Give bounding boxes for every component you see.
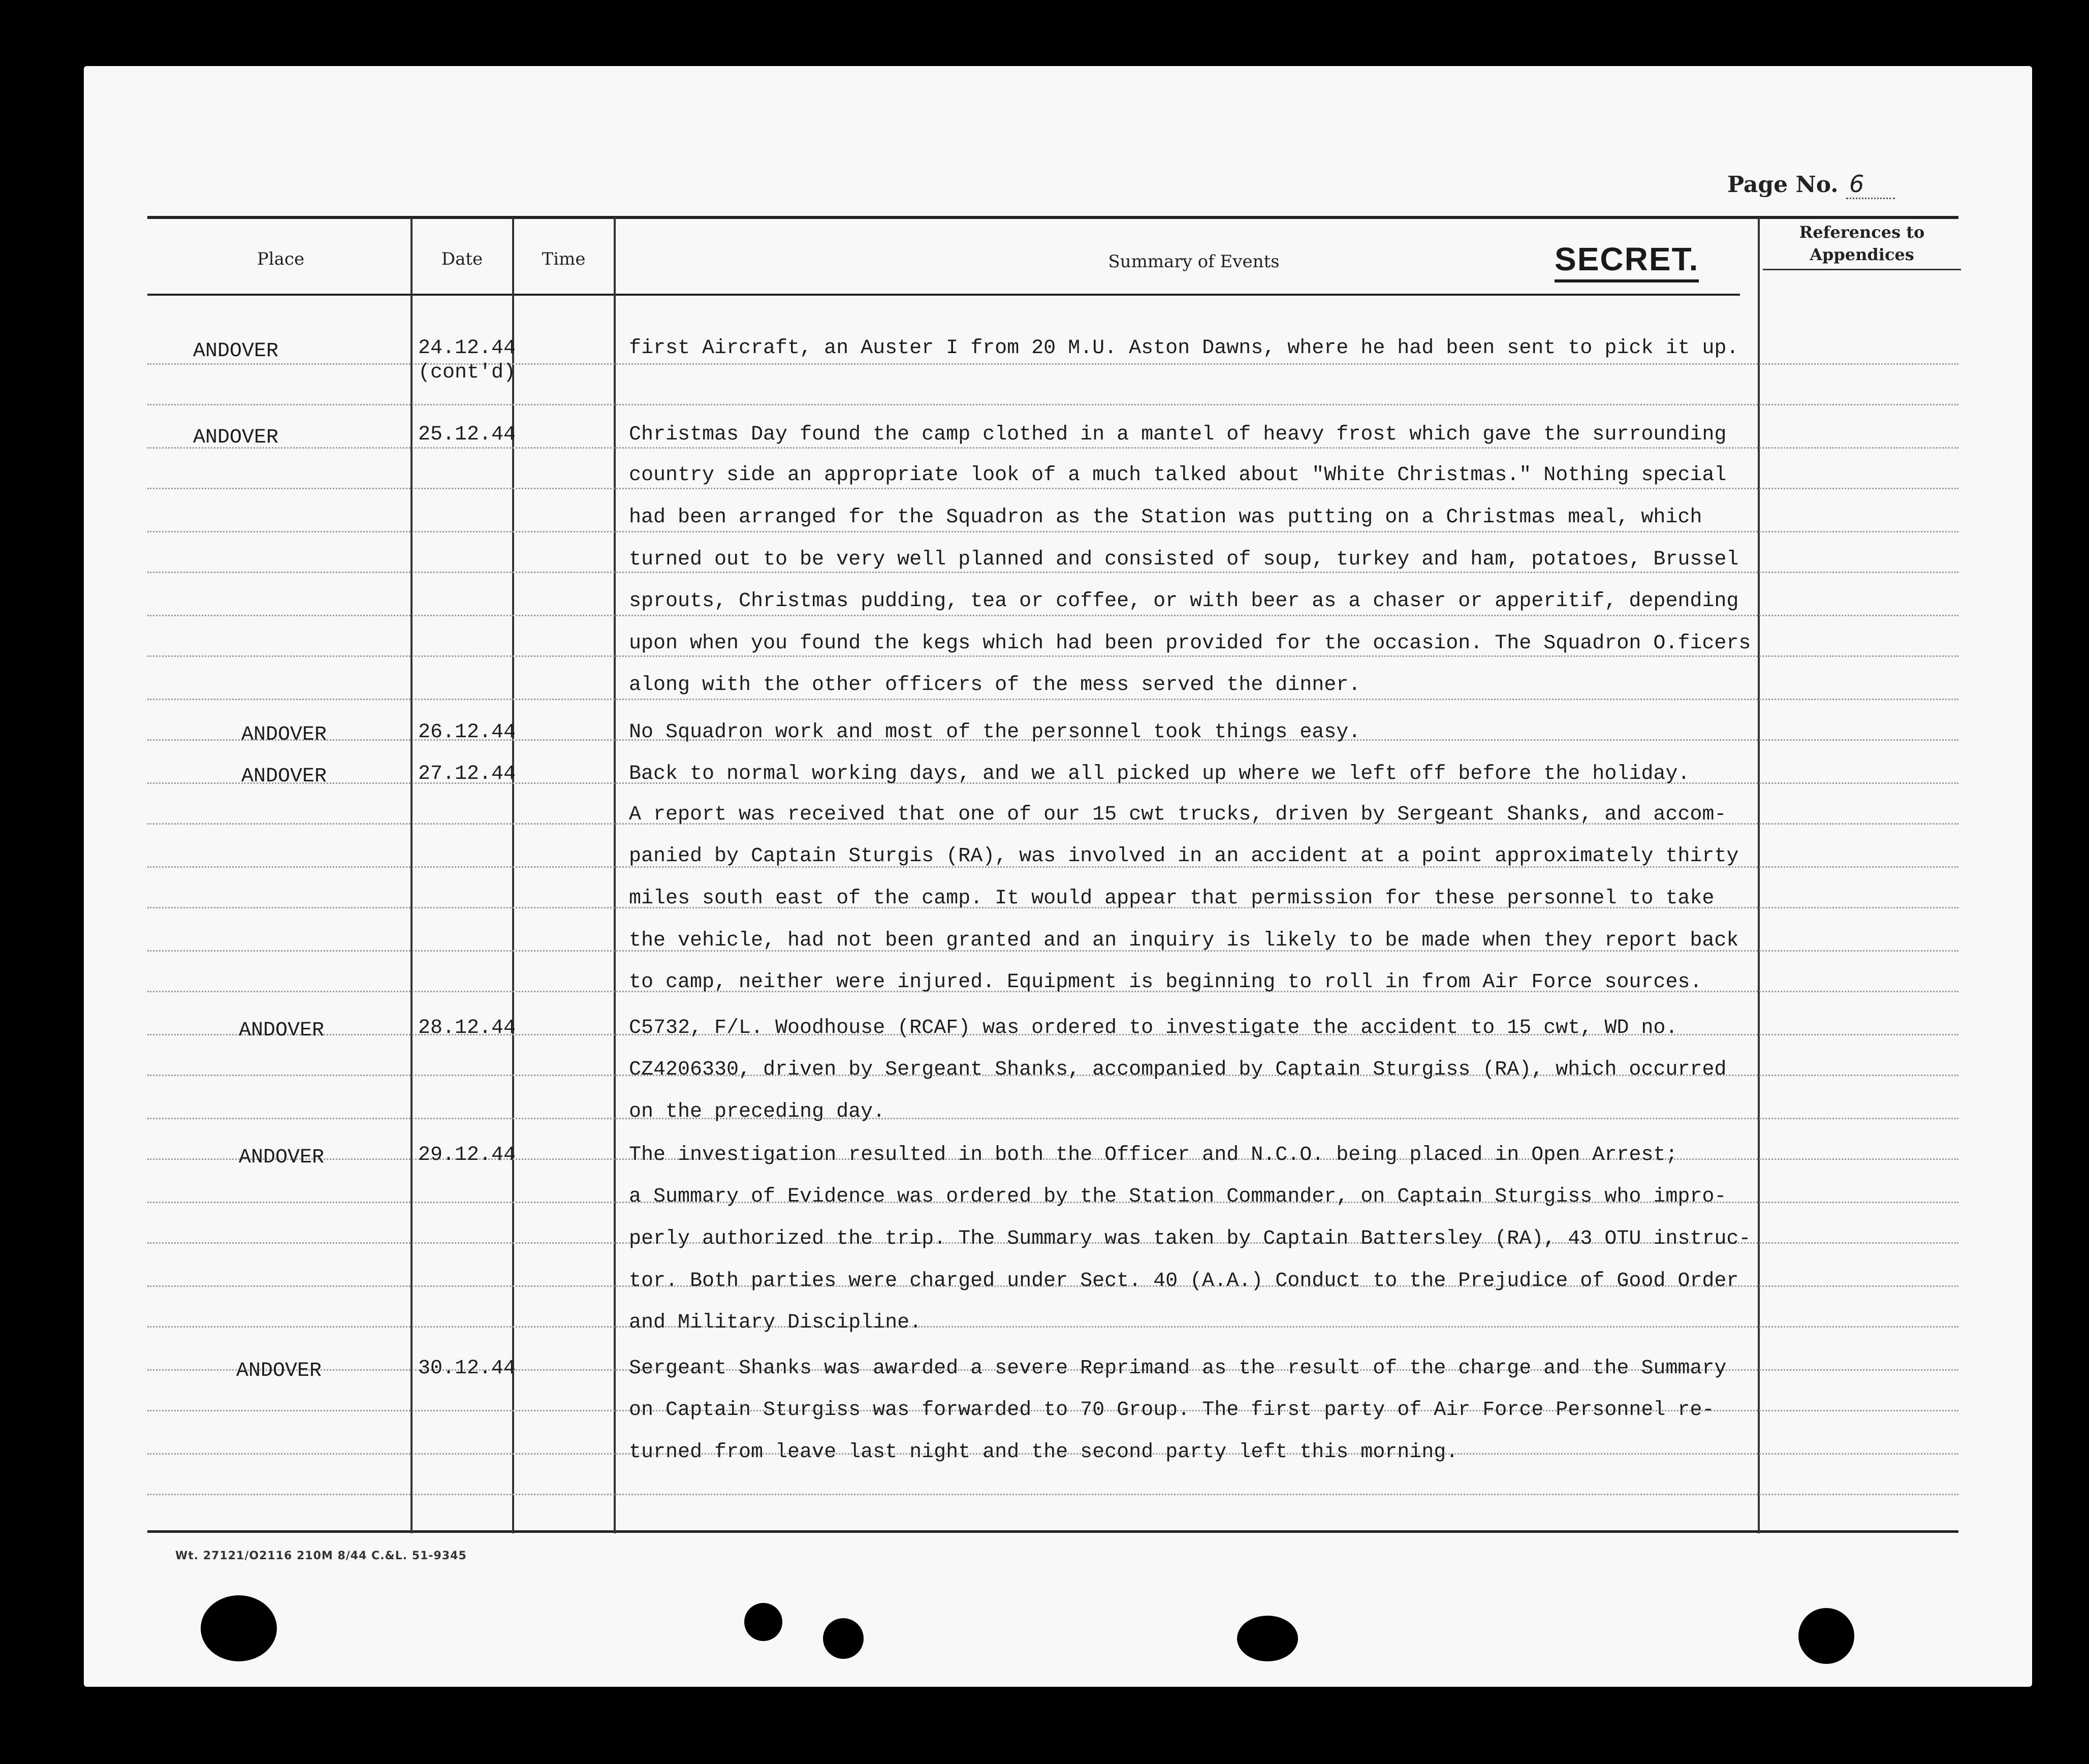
header-place: Place bbox=[257, 249, 305, 269]
ruled-line bbox=[147, 447, 1958, 449]
ruled-line bbox=[147, 1326, 1958, 1328]
header-date: Date bbox=[441, 249, 483, 269]
classification-stamp: SECRET. bbox=[1555, 239, 1699, 282]
summary-line: The investigation resulted in both the Officer and N.C.O. being placed in Open Arrest; bbox=[629, 1144, 1678, 1167]
summary-line: C5732, F/L. Woodhouse (RCAF) was ordered to investigate the accident to 15 cwt, WD no. bbox=[629, 1017, 1678, 1040]
summary-line: country side an appropriate look of a much talked about "White Christmas." Nothing special bbox=[629, 464, 1727, 487]
entry-place: ANDOVER bbox=[193, 426, 279, 449]
ruled-line bbox=[147, 404, 1958, 405]
header-references: References to Appendices bbox=[1763, 221, 1961, 270]
page-number-value: 6 bbox=[1846, 170, 1895, 199]
punch-hole-mark bbox=[1798, 1608, 1854, 1664]
summary-line: Back to normal working days, and we all picked up where we left off before the holiday. bbox=[629, 763, 1690, 785]
summary-line: perly authorized the trip. The Summary was taken by Captain Battersley (RA), 43 OTU instruc- bbox=[629, 1227, 1751, 1250]
ruled-line bbox=[147, 1494, 1958, 1495]
summary-line: turned out to be very well planned and consisted of soup, turkey and ham, potatoes, Brussel bbox=[629, 548, 1739, 571]
table-top-border bbox=[147, 216, 1958, 219]
entry-date: 30.12.44 bbox=[418, 1357, 516, 1380]
summary-line: A report was received that one of our 15 cwt trucks, driven by Sergeant Shanks, and accom- bbox=[629, 803, 1727, 826]
entry-date: 28.12.44 bbox=[418, 1017, 516, 1040]
table-bottom-border bbox=[147, 1530, 1958, 1533]
column-divider-summary-references bbox=[1758, 217, 1760, 1533]
page-number-field bbox=[1727, 170, 1895, 199]
ruled-line bbox=[147, 699, 1958, 700]
entry-date: 27.12.44 bbox=[418, 763, 516, 785]
summary-line: miles south east of the camp. It would appear that permission for these personnel to take bbox=[629, 887, 1715, 910]
entry-date-note: (cont'd) bbox=[418, 361, 516, 384]
punch-hole-mark bbox=[201, 1595, 277, 1661]
summary-line: first Aircraft, an Auster I from 20 M.U. Aston Dawns, where he had been sent to pick it up. bbox=[629, 337, 1739, 360]
column-divider-date-time bbox=[512, 217, 514, 1533]
summary-line: had been arranged for the Squadron as the Station was putting on a Christmas meal, which bbox=[629, 506, 1702, 529]
summary-line: along with the other officers of the mess served the dinner. bbox=[629, 674, 1361, 697]
ruled-line bbox=[147, 615, 1958, 616]
summary-line: panied by Captain Sturgis (RA), was involved in an accident at a point approximately thirty bbox=[629, 845, 1739, 868]
summary-line: CZ4206330, driven by Sergeant Shanks, accompanied by Captain Sturgiss (RA), which occurred bbox=[629, 1058, 1727, 1081]
ruled-line bbox=[147, 531, 1958, 532]
summary-line: the vehicle, had not been granted and an inquiry is likely to be made when they report back bbox=[629, 929, 1739, 952]
punch-hole-mark bbox=[823, 1618, 864, 1659]
ruled-line bbox=[147, 488, 1958, 489]
summary-line: on Captain Sturgiss was forwarded to 70 Group. The first party of Air Force Personnel re- bbox=[629, 1399, 1715, 1422]
entry-place: ANDOVER bbox=[239, 1146, 325, 1169]
summary-line: No Squadron work and most of the personnel took things easy. bbox=[629, 721, 1361, 744]
summary-line: and Military Discipline. bbox=[629, 1311, 922, 1334]
header-summary: Summary of Events bbox=[1108, 251, 1280, 272]
summary-line: Sergeant Shanks was awarded a severe Reprimand as the result of the charge and the Summary bbox=[629, 1357, 1727, 1380]
summary-line: to camp, neither were injured. Equipment is beginning to roll in from Air Force sources. bbox=[629, 971, 1702, 994]
entry-date: 26.12.44 bbox=[418, 721, 516, 744]
table-header-border bbox=[147, 294, 1740, 296]
entry-place: ANDOVER bbox=[239, 1019, 325, 1042]
entry-date: 24.12.44 bbox=[418, 337, 516, 360]
punch-hole-mark bbox=[744, 1603, 782, 1641]
summary-line: Christmas Day found the camp clothed in a mantel of heavy frost which gave the surrounding bbox=[629, 423, 1727, 446]
summary-line: tor. Both parties were charged under Sect. 40 (A.A.) Conduct to the Prejudice of Good Order bbox=[629, 1270, 1739, 1293]
summary-line: upon when you found the kegs which had been provided for the occasion. The Squadron O.ficers bbox=[629, 632, 1751, 655]
entry-place: ANDOVER bbox=[241, 723, 327, 746]
entry-place: ANDOVER bbox=[236, 1360, 322, 1382]
summary-line: a Summary of Evidence was ordered by the Station Commander, on Captain Sturgiss who impro- bbox=[629, 1185, 1727, 1208]
page-number-label: Page No. bbox=[1727, 172, 1839, 198]
form-print-code: Wt. 27121/O2116 210M 8/44 C.&L. 51-9345 bbox=[175, 1550, 467, 1562]
column-divider-time-summary bbox=[614, 217, 616, 1533]
punch-hole-mark bbox=[1237, 1616, 1298, 1661]
summary-line: sprouts, Christmas pudding, tea or coffee, or with beer as a chaser or apperitif, depending bbox=[629, 590, 1739, 613]
entry-place: ANDOVER bbox=[193, 340, 279, 363]
summary-line: on the preceding day. bbox=[629, 1100, 885, 1123]
entry-place: ANDOVER bbox=[241, 765, 327, 788]
column-divider-place-date bbox=[410, 217, 413, 1533]
summary-line: turned from leave last night and the second party left this morning. bbox=[629, 1441, 1459, 1464]
entry-date: 25.12.44 bbox=[418, 423, 516, 446]
entry-date: 29.12.44 bbox=[418, 1144, 516, 1167]
header-time: Time bbox=[542, 249, 586, 269]
ruled-line bbox=[147, 1118, 1958, 1119]
